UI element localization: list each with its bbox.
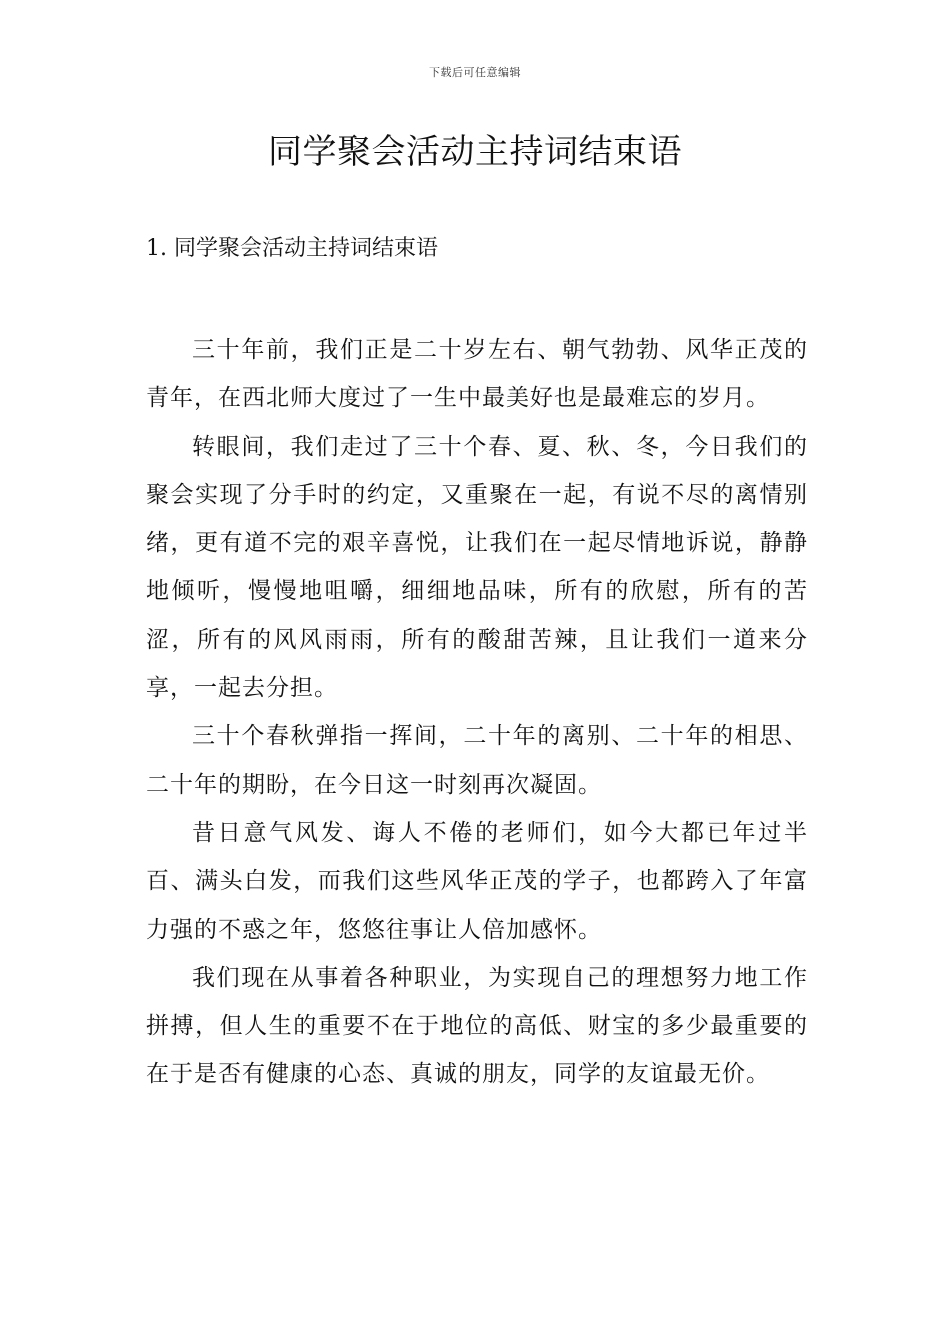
paragraph: 我们现在从事着各种职业，为实现自己的理想努力地工作拼搏，但人生的重要不在于地位的高低、财宝的多少最重要的在于是否有健康的心态、真诚的朋友，同学的友谊最无价。 [146, 964, 808, 1088]
document-body [146, 326, 808, 1099]
paragraph: 转眼间，我们走过了三十个春、夏、秋、冬，今日我们的聚会实现了分手时的约定，又重聚在一起，有说不尽的离情别绪，更有道不完的艰辛喜悦，让我们在一起尽情地诉说，静静地倾听，慢慢地咀嚼，细细地品味，所有的欣慰，所有的苦涩，所有的风风雨雨，所有的酸甜苦辣，且让我们一道来分享，一起去分担。 [146, 433, 808, 702]
document-title: 同学聚会活动主持词结束语 [268, 132, 682, 172]
paragraph: 昔日意气风发、诲人不倦的老师们，如今大都已年过半百、满头白发，而我们这些风华正茂的学子，也都跨入了年富力强的不惑之年，悠悠往事让人倍加感怀。 [146, 819, 808, 943]
paragraph: 三十年前，我们正是二十岁左右、朝气勃勃、风华正茂的青年，在西北师大度过了一生中最美好也是最难忘的岁月。 [146, 337, 808, 412]
section-heading: 1. 同学聚会活动主持词结束语 [146, 236, 438, 261]
paragraph: 三十个春秋弹指一挥间，二十年的离别、二十年的相思、二十年的期盼，在今日这一时刻再次凝固。 [146, 723, 808, 798]
header-note: 下载后可任意编辑 [429, 66, 521, 79]
